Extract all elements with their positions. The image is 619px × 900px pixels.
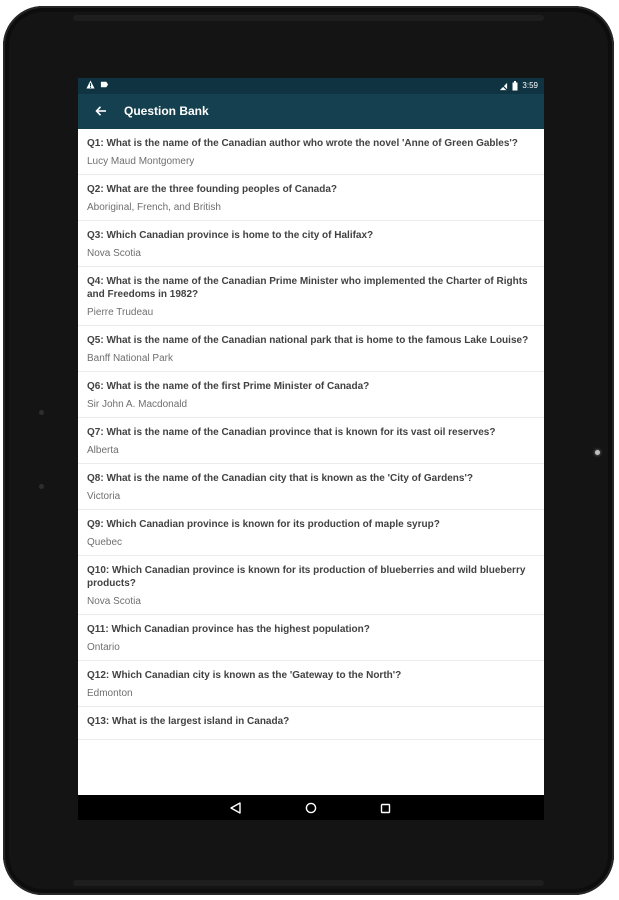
tablet-sensor xyxy=(39,484,44,489)
question-text: Q4: What is the name of the Canadian Prime Minister who implemented the Charter of Rights and Freedoms in 1982? xyxy=(87,276,528,300)
question-text: Q9: Which Canadian province is known for its production of maple syrup? xyxy=(87,519,440,530)
question-text: Q1: What is the name of the Canadian author who wrote the novel 'Anne of Green Gables'? xyxy=(87,138,518,149)
answer-text: Alberta xyxy=(87,445,119,456)
list-item[interactable] xyxy=(78,707,544,740)
list-item[interactable] xyxy=(78,129,544,175)
camera-icon xyxy=(595,450,600,455)
status-bar xyxy=(78,78,544,94)
question-text: Q13: What is the largest island in Canada? xyxy=(87,716,290,727)
answer-text: Sir John A. Macdonald xyxy=(87,399,188,410)
device-screen xyxy=(78,78,544,820)
back-button[interactable] xyxy=(92,102,110,120)
question-text: Q3: Which Canadian province is home to the city of Halifax? xyxy=(87,230,374,241)
answer-text: Victoria xyxy=(87,491,121,502)
answer-text: Lucy Maud Montgomery xyxy=(87,156,195,167)
tablet-top-edge xyxy=(73,15,544,21)
nav-home-button[interactable] xyxy=(304,801,318,815)
list-item[interactable] xyxy=(78,221,544,267)
tablet-sensor xyxy=(39,410,44,415)
answer-text: Nova Scotia xyxy=(87,596,141,607)
question-text: Q5: What is the name of the Canadian national park that is home to the famous Lake Louise? xyxy=(87,335,529,346)
recents-square-icon xyxy=(380,803,391,814)
question-text: Q7: What is the name of the Canadian province that is known for its vast oil reserves? xyxy=(87,427,496,438)
arrow-left-icon xyxy=(95,105,107,117)
app-bar xyxy=(78,94,544,129)
list-item[interactable] xyxy=(78,372,544,418)
list-item[interactable] xyxy=(78,175,544,221)
answer-text: Quebec xyxy=(87,537,123,548)
notification-icon xyxy=(100,80,109,89)
status-time: 3:59 xyxy=(522,81,538,90)
nav-back-button[interactable] xyxy=(228,801,242,815)
warning-icon xyxy=(86,80,95,89)
question-text: Q8: What is the name of the Canadian city that is known as the 'City of Gardens'? xyxy=(87,473,473,484)
question-text: Q2: What are the three founding peoples of Canada? xyxy=(87,184,338,195)
question-text: Q11: Which Canadian province has the highest population? xyxy=(87,624,370,635)
list-item[interactable] xyxy=(78,615,544,661)
list-item[interactable] xyxy=(78,464,544,510)
list-item[interactable] xyxy=(78,418,544,464)
question-list[interactable] xyxy=(78,129,544,795)
status-left-icons xyxy=(86,80,109,89)
answer-text: Banff National Park xyxy=(87,353,173,364)
question-text: Q6: What is the name of the first Prime Minister of Canada? xyxy=(87,381,370,392)
list-item[interactable] xyxy=(78,510,544,556)
back-triangle-icon xyxy=(230,802,241,814)
signal-off-icon xyxy=(499,82,508,91)
home-circle-icon xyxy=(305,802,317,814)
navigation-bar xyxy=(78,795,544,820)
question-text: Q10: Which Canadian province is known for its production of blueberries and wild blueberry products? xyxy=(87,565,526,589)
answer-text: Pierre Trudeau xyxy=(87,307,154,318)
list-item[interactable] xyxy=(78,661,544,707)
list-item[interactable] xyxy=(78,267,544,326)
nav-recents-button[interactable] xyxy=(378,801,392,815)
list-item[interactable] xyxy=(78,556,544,615)
status-right-icons xyxy=(499,80,538,92)
answer-text: Aboriginal, French, and British xyxy=(87,202,221,213)
list-item[interactable] xyxy=(78,326,544,372)
answer-text: Edmonton xyxy=(87,688,133,699)
question-text: Q12: Which Canadian city is known as the 'Gateway to the North'? xyxy=(87,670,402,681)
tablet-bottom-edge xyxy=(73,880,544,886)
answer-text: Ontario xyxy=(87,642,120,653)
battery-icon xyxy=(512,81,518,91)
page-title: Question Bank xyxy=(124,104,209,118)
answer-text: Nova Scotia xyxy=(87,248,141,259)
